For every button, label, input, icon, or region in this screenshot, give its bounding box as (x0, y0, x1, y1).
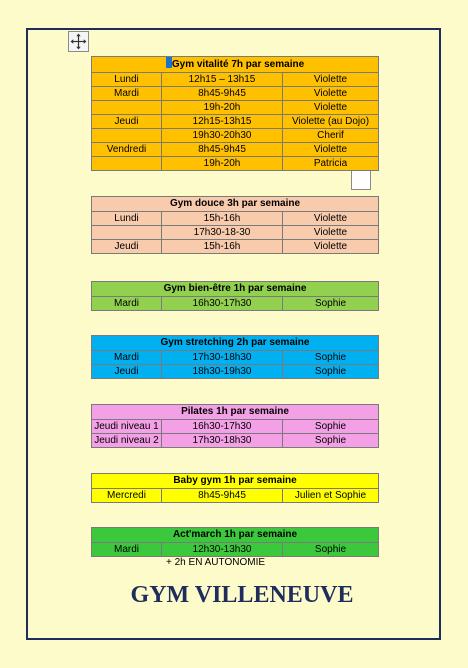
time-cell[interactable]: 17h30-18-30 (162, 226, 283, 240)
time-cell[interactable]: 8h45-9h45 (162, 87, 283, 101)
table-title-row (92, 282, 379, 297)
table-row (92, 226, 379, 240)
time-cell[interactable]: 16h30-17h30 (162, 420, 283, 434)
coach-cell[interactable]: Sophie (283, 420, 379, 434)
table-gym-douce (91, 196, 379, 254)
table-row (92, 240, 379, 254)
time-cell[interactable]: 19h-20h (162, 101, 283, 115)
table-title-row (92, 474, 379, 489)
table-row (92, 434, 379, 448)
table-pilates (91, 404, 379, 448)
time-cell[interactable]: 16h30-17h30 (162, 297, 283, 311)
time-cell[interactable]: 15h-16h (162, 212, 283, 226)
coach-cell[interactable]: Cherif (283, 129, 379, 143)
table-baby-gym (91, 473, 379, 503)
coach-cell[interactable]: Violette (283, 143, 379, 157)
time-cell[interactable]: 12h15 – 13h15 (162, 73, 283, 87)
day-cell[interactable]: Jeudi niveau 1 (92, 420, 162, 434)
day-cell[interactable]: Jeudi (92, 115, 162, 129)
time-cell[interactable]: 15h-16h (162, 240, 283, 254)
table-title[interactable]: Pilates 1h par semaine (92, 405, 379, 420)
day-cell[interactable]: Jeudi (92, 365, 162, 379)
time-cell[interactable]: 17h30-18h30 (162, 351, 283, 365)
table-gym-bien-etre (91, 281, 379, 311)
table-row (92, 212, 379, 226)
time-cell[interactable]: 12h15-13h15 (162, 115, 283, 129)
time-cell[interactable]: 12h30-13h30 (162, 543, 283, 557)
table-act-march (91, 527, 379, 557)
time-cell[interactable]: 8h45-9h45 (162, 489, 283, 503)
table-title-row (92, 336, 379, 351)
day-cell[interactable]: Jeudi niveau 2 (92, 434, 162, 448)
day-cell[interactable]: Jeudi (92, 240, 162, 254)
time-cell[interactable]: 19h30-20h30 (162, 129, 283, 143)
day-cell[interactable]: Vendredi (92, 143, 162, 157)
day-cell[interactable] (92, 129, 162, 143)
table-gym-vitalite (91, 56, 379, 171)
coach-cell[interactable]: Violette (283, 212, 379, 226)
coach-cell[interactable]: Violette (283, 73, 379, 87)
four-arrow-move-icon (70, 33, 87, 50)
table-title[interactable]: Baby gym 1h par semaine (92, 474, 379, 489)
table-title-row (92, 405, 379, 420)
table-move-handle[interactable] (68, 31, 89, 52)
day-cell[interactable]: Lundi (92, 212, 162, 226)
day-cell[interactable]: Mardi (92, 543, 162, 557)
coach-cell[interactable]: Julien et Sophie (283, 489, 379, 503)
coach-cell[interactable]: Violette (283, 240, 379, 254)
coach-cell[interactable]: Sophie (283, 543, 379, 557)
table-title-row (92, 197, 379, 212)
table-row (92, 143, 379, 157)
time-cell[interactable]: 19h-20h (162, 157, 283, 171)
table-row (92, 157, 379, 171)
coach-cell[interactable]: Violette (283, 226, 379, 240)
coach-cell[interactable]: Violette (283, 87, 379, 101)
day-cell[interactable]: Mercredi (92, 489, 162, 503)
coach-cell[interactable]: Sophie (283, 434, 379, 448)
table-row (92, 129, 379, 143)
table-title-text: Gym vitalité 7h par semaine (171, 59, 305, 70)
table-title[interactable] (92, 57, 379, 73)
table-row (92, 543, 379, 557)
day-cell[interactable] (92, 157, 162, 171)
table-title[interactable]: Gym douce 3h par semaine (92, 197, 379, 212)
resize-square-icon[interactable] (351, 170, 371, 190)
day-cell[interactable]: Mardi (92, 87, 162, 101)
table-row (92, 101, 379, 115)
table-row (92, 297, 379, 311)
time-cell[interactable]: 18h30-19h30 (162, 365, 283, 379)
coach-cell[interactable]: Sophie (283, 297, 379, 311)
time-cell[interactable]: 8h45-9h45 (162, 143, 283, 157)
day-cell[interactable] (92, 101, 162, 115)
table-title[interactable]: Gym bien-être 1h par semaine (92, 282, 379, 297)
table-title[interactable]: Gym stretching 2h par semaine (92, 336, 379, 351)
table-row (92, 115, 379, 129)
table-row (92, 420, 379, 434)
time-cell[interactable]: 17h30-18h30 (162, 434, 283, 448)
table-row (92, 87, 379, 101)
coach-cell[interactable]: Violette (au Dojo) (283, 115, 379, 129)
coach-cell[interactable]: Sophie (283, 351, 379, 365)
day-cell[interactable]: Mardi (92, 297, 162, 311)
day-cell[interactable]: Lundi (92, 73, 162, 87)
day-cell[interactable] (92, 226, 162, 240)
coach-cell[interactable]: Violette (283, 101, 379, 115)
table-title-row (92, 57, 379, 73)
table-row (92, 489, 379, 503)
table-gym-stretching (91, 335, 379, 379)
table-title-row (92, 528, 379, 543)
table-title[interactable]: Act'march 1h par semaine (92, 528, 379, 543)
table-row (92, 365, 379, 379)
table-row (92, 73, 379, 87)
coach-cell[interactable]: Patricia (283, 157, 379, 171)
page-title: GYM VILLENEUVE (130, 582, 354, 608)
table-row (92, 351, 379, 365)
day-cell[interactable]: Mardi (92, 351, 162, 365)
coach-cell[interactable]: Sophie (283, 365, 379, 379)
footer-note: + 2h EN AUTONOMIE (166, 557, 266, 568)
